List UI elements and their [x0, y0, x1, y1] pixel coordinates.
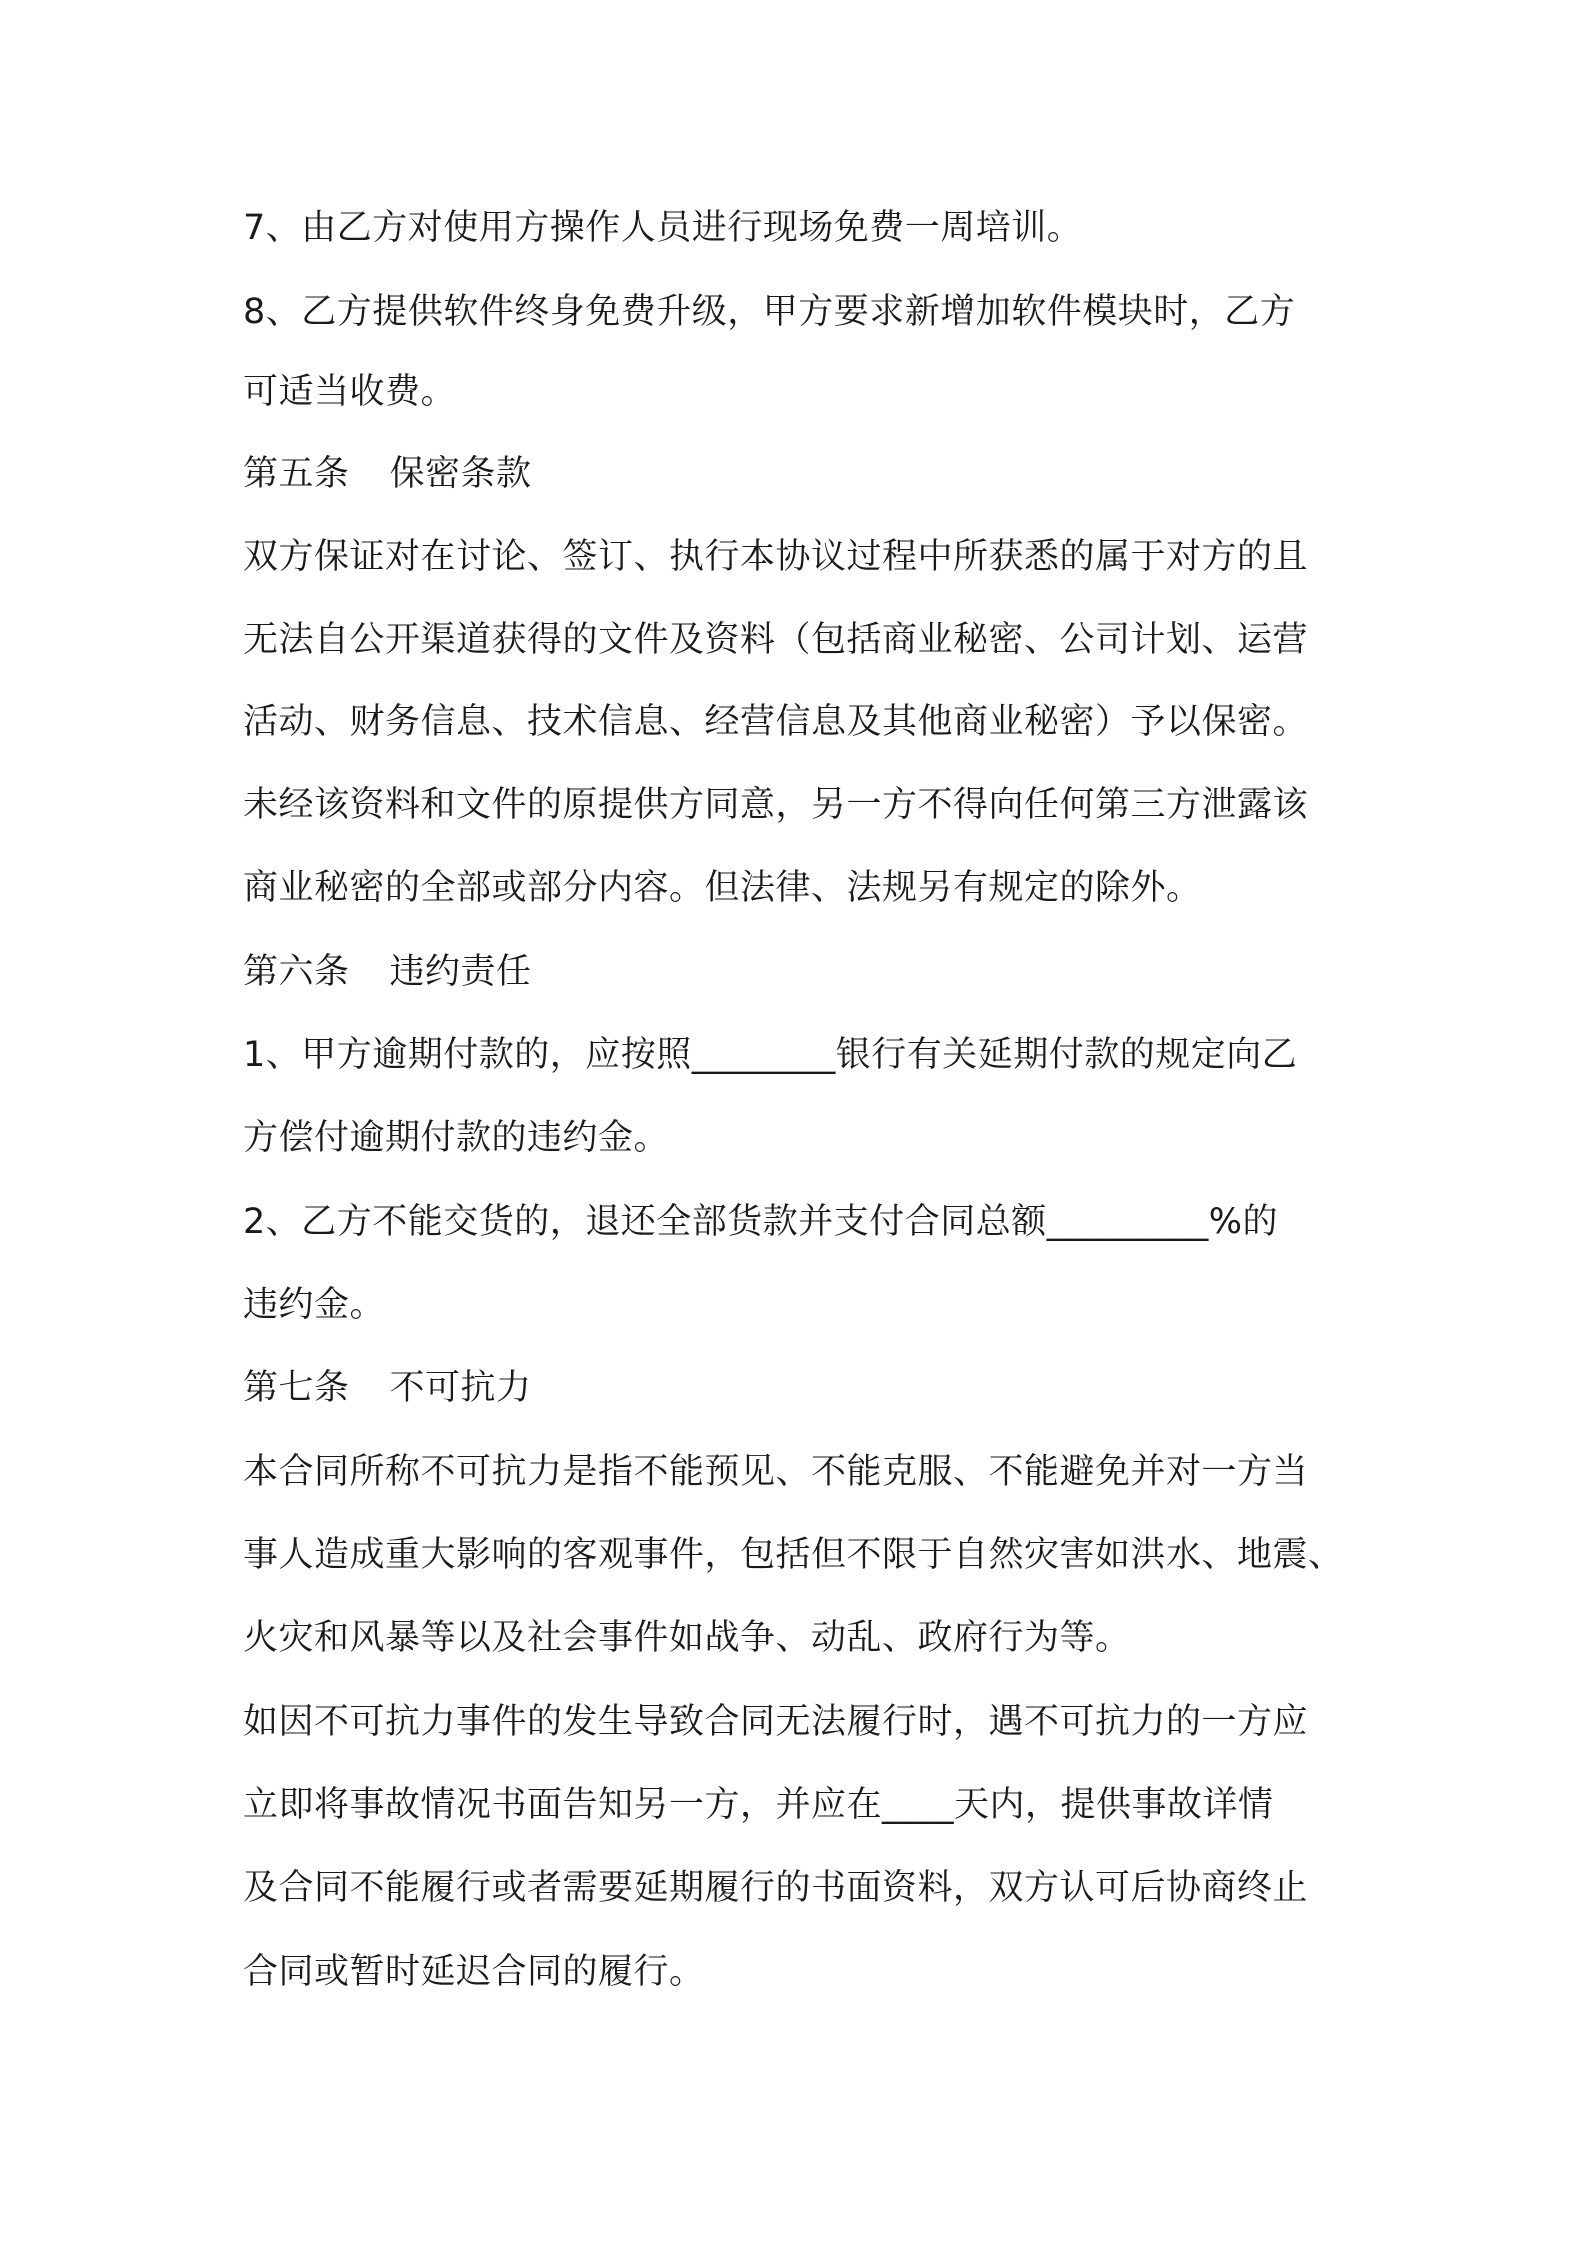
article-5-number: 第五条 — [243, 454, 350, 494]
force-majeure-procedure-line-3: 及合同不能履行或者需要延期履行的书面资料，双方认可后协商终止 — [243, 1868, 1309, 1908]
liability-clause-1-line-2: 方偿付逾期付款的违约金。 — [243, 1118, 670, 1158]
article-5-title: 保密条款 — [389, 454, 532, 494]
article-6-title: 违约责任 — [389, 952, 532, 992]
article-6-number: 第六条 — [243, 952, 350, 992]
clause-8-upgrade-line-1: 8、乙方提供软件终身免费升级，甲方要求新增加软件模块时，乙方 — [243, 292, 1296, 332]
force-majeure-definition-line-2: 事人造成重大影响的客观事件，包括但不限于自然灾害如洪水、地震、 — [243, 1535, 1344, 1575]
confidentiality-line-1: 双方保证对在讨论、签订、执行本协议过程中所获悉的属于对方的且 — [243, 537, 1309, 577]
article-6-heading — [243, 950, 1363, 994]
clause-7-training: 7、由乙方对使用方操作人员进行现场免费一周培训。 — [243, 208, 1083, 248]
liability-clause-2-line-1: 2、乙方不能交货的，退还全部货款并支付合同总额_________%的 — [243, 1202, 1279, 1242]
force-majeure-procedure-line-4: 合同或暂时延迟合同的履行。 — [243, 1952, 705, 1992]
confidentiality-line-4: 未经该资料和文件的原提供方同意，另一方不得向任何第三方泄露该 — [243, 785, 1309, 825]
article-7-heading — [243, 1366, 1363, 1410]
article-7-title: 不可抗力 — [389, 1368, 532, 1408]
force-majeure-procedure-line-1: 如因不可抗力事件的发生导致合同无法履行时，遇不可抗力的一方应 — [243, 1702, 1309, 1742]
confidentiality-line-2: 无法自公开渠道获得的文件及资料（包括商业秘密、公司计划、运营 — [243, 620, 1309, 660]
force-majeure-definition-line-3: 火灾和风暴等以及社会事件如战争、动乱、政府行为等。 — [243, 1618, 1131, 1658]
force-majeure-definition-line-1: 本合同所称不可抗力是指不能预见、不能克服、不能避免并对一方当 — [243, 1452, 1309, 1492]
article-5-heading — [243, 452, 1363, 496]
article-7-number: 第七条 — [243, 1368, 350, 1408]
confidentiality-line-3: 活动、财务信息、技术信息、经营信息及其他商业秘密）予以保密。 — [243, 702, 1309, 742]
clause-8-upgrade-line-2: 可适当收费。 — [243, 372, 457, 412]
confidentiality-line-5: 商业秘密的全部或部分内容。但法律、法规另有规定的除外。 — [243, 868, 1202, 908]
force-majeure-procedure-line-2: 立即将事故情况书面告知另一方，并应在____天内，提供事故详情 — [243, 1785, 1274, 1825]
liability-clause-2-line-2: 违约金。 — [243, 1285, 386, 1325]
liability-clause-1-line-1: 1、甲方逾期付款的，应按照________银行有关延期付款的规定向乙 — [243, 1035, 1298, 1075]
